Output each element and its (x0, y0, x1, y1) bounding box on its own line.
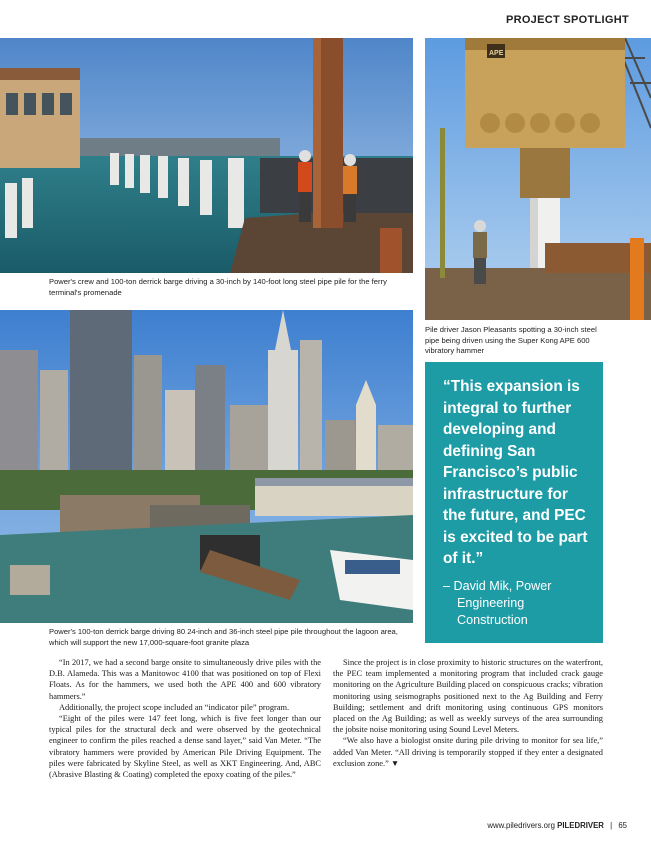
aerial-photo (0, 310, 413, 623)
section-label: PROJECT SPOTLIGHT (505, 14, 629, 26)
body-column-right (333, 657, 603, 769)
hammer-sign: APE (489, 50, 504, 57)
pull-quote (425, 362, 603, 643)
aerial-photo-caption: Power's 100-ton derrick barge driving 80 24-inch and 36-inch steel pipe pile throughout the lagoon area, which will support the new 17,000-square-foot granite plaza (49, 627, 398, 647)
pull-quote-text: “This expansion is integral to further developing and defining San Francisco’s public infrastructure for the future, and PEC is excited to be part of it.” (443, 378, 588, 567)
pull-quote-attribution: – David Mik, Power Engineering Construction (443, 578, 552, 627)
body-paragraph: “We also have a biologist onsite during pile driving to monitor for sea life,” added Van Meter. “All driving is temporarily stopped if they enter a designated exclusion zone.” ▼ (333, 736, 603, 768)
page-number: 65 (618, 821, 627, 830)
body-paragraph: Additionally, the project scope included an “indicator pile” program. (59, 702, 290, 712)
hammer-photo (425, 38, 651, 320)
footer-brand: PILEDRIVER (557, 821, 604, 830)
promenade-photo (0, 38, 413, 273)
body-paragraph: “In 2017, we had a second barge onsite to simultaneously drive piles with the D.B. Alameda. This was a Manitowoc 4100 that was positioned on top of Flexi Floats. As for the hammers, we used both the APE 400 and 600 vibratory hammers.” (49, 658, 321, 701)
hammer-photo-caption: Pile driver Jason Pleasants spotting a 30-inch steel pipe being driven using the Super Kong APE 600 vibratory hammer (425, 325, 597, 355)
body-column-left (49, 657, 321, 780)
promenade-photo-caption: Power's crew and 100-ton derrick barge driving a 30-inch by 140-foot long steel pipe pile for the ferry terminal's promenade (49, 277, 387, 297)
body-paragraph: “Eight of the piles were 147 feet long, which is five feet longer than our typical piles for the structural deck and were observed by the geotechnical engineer to confirm the piles reached a dense sand layer,” said Van Meter. “The vibratory hammers were provided by American Pile Driving Equipment. The piles were fabricated by Skyline Steel, as well as XKT Engineering. And, ABC (Abrasive Blasting & Coating) completed the epoxy coating of the piles.” (49, 714, 321, 780)
footer-url[interactable]: www.piledrivers.org (487, 821, 555, 830)
footer-separator: | (610, 821, 613, 830)
page-footer (487, 821, 627, 830)
body-paragraph: Since the project is in close proximity to historic structures on the waterfront, the PEC team implemented a monitoring program that included crack gauge monitoring on the Agriculture Building placed on conspicuous cracks; vibration monitoring using seismographs positioned next to the Ag Building and Ferry Building; settlement and drift monitoring using continuous GPS monitors placed on the Ag Building; as well as weekly surveys of the area surrounding the jobsite noise monitoring using Sound Level Meters. (333, 658, 603, 735)
